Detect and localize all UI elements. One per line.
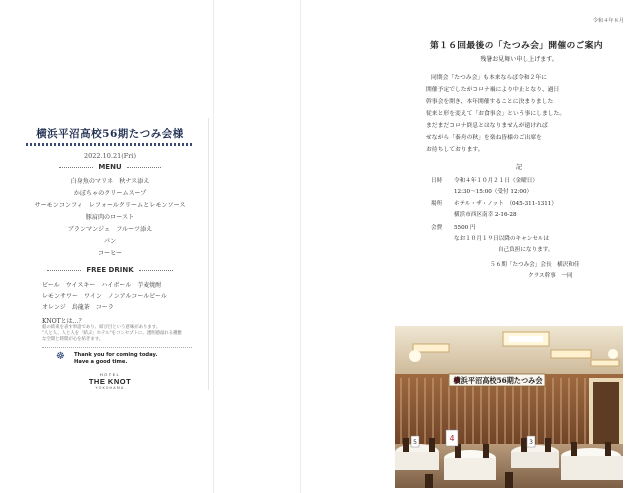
menu-heading: MENU [12, 163, 208, 171]
title-underline [26, 143, 194, 146]
drink-line: ビール ウイスキー ハイボール 芋麦焼酎 [42, 282, 162, 289]
ki-label: 記 [515, 164, 522, 171]
body-line: 幹事会を開き、本年開催することに決まりました [426, 99, 554, 105]
hotel-logo-city: YOKOHAMA [95, 386, 125, 390]
menu-card-title: 横浜平沼高校56期たつみ会様 [36, 128, 184, 140]
knot-heading: KNOTとは…？ [42, 318, 85, 325]
body-line: まだまだコロナ終息とはなりませんが遠ければ [426, 123, 548, 129]
body-line: お待ちしております。 [426, 147, 484, 153]
menu-item: かぼちゃのクリームスープ [73, 190, 147, 197]
ship-wheel-icon: ☸ [56, 351, 65, 362]
detail-label: 日時 [431, 178, 443, 184]
detail-value: 5500 円 [454, 225, 476, 231]
invitation-letter [408, 12, 630, 312]
event-date: 2022.10.21(Fri) [84, 152, 136, 160]
detail-value: 自己負担になります。 [498, 247, 554, 253]
letter-date: 令和４年８月 [592, 18, 624, 24]
body-line: 開催予定でしたがコロナ禍により中止となり、過日 [426, 87, 560, 93]
drink-line: レモンサワー ワイン ノンアルコールビール [42, 293, 167, 300]
detail-value: ホテル・ザ・ノット （045-311-1311） [454, 201, 558, 207]
body-line: 従来と形を変えて「お食事会」という事にしました。 [426, 111, 566, 117]
menu-item: ブランマンジェ フルーツ添え [67, 226, 153, 233]
hotel-logo-name: THE KNOT [88, 377, 132, 386]
paper-fold-line [300, 0, 301, 493]
detail-value: 12:30～15:00（受付 12:00） [454, 189, 533, 195]
detail-value: 令和４年１０月２１日（金曜日） [454, 178, 538, 184]
menu-item: 豚肩肉のロースト [85, 214, 135, 221]
knot-note: な空間と時間が心を紡ぎます。 [42, 337, 104, 342]
banner-text: 横浜平沼高校56期たつみ会 [453, 376, 543, 385]
thanks-message: Have a good time. [74, 359, 128, 365]
menu-item: コーヒー [97, 250, 123, 257]
menu-item: 白身魚のマリネ 秋ナス添え [70, 178, 150, 185]
menu-card [12, 118, 209, 390]
knot-note: "人と人、人と人を「結ぶ」ホテル"をコンセプトに、透明感溢れる優雅 [42, 331, 182, 336]
table-number-card: 5 [413, 439, 417, 446]
paper-fold-line [213, 0, 214, 493]
knot-note: 船の結束を表す単語であり、結び目という意味があります。 [42, 325, 161, 330]
hotel-logo-label: HOTEL [99, 372, 121, 377]
letter-greeting: 残暑お見舞い申し上げます。 [480, 56, 558, 63]
body-line: 同期会「たつみ会」も本来ならば令和２年に [431, 75, 547, 81]
detail-label: 場所 [431, 201, 443, 207]
banquet-hall-photo [395, 326, 623, 488]
detail-value: 横浜市西区南幸 2-16-28 [454, 212, 517, 218]
detail-label: 会費 [431, 225, 443, 231]
letter-title: 第１６回最後の「たつみ会」開催のご案内 [430, 41, 603, 51]
drink-line: オレンジ 烏龍茶 コーラ [42, 304, 114, 311]
drink-heading: FREE DRINK [12, 266, 208, 274]
signature: ５６期「たつみ会」会長 横沢和佳 [490, 262, 580, 268]
table-number-card: 3 [529, 439, 533, 446]
signature: クラス幹事 一同 [528, 273, 573, 279]
detail-value: なお１０月１９日以降のキャンセルは [454, 236, 550, 242]
divider [42, 347, 192, 348]
menu-item: パン [103, 238, 117, 245]
thanks-message: Thank you for coming today. [74, 352, 158, 358]
menu-item: サーモンコンフィ レフォールクリームとレモンソース [34, 202, 186, 209]
table-number-card: 4 [449, 434, 455, 443]
body-line: せながら「秦舟の秋」を楽ね皆様のご出席を [426, 135, 542, 141]
